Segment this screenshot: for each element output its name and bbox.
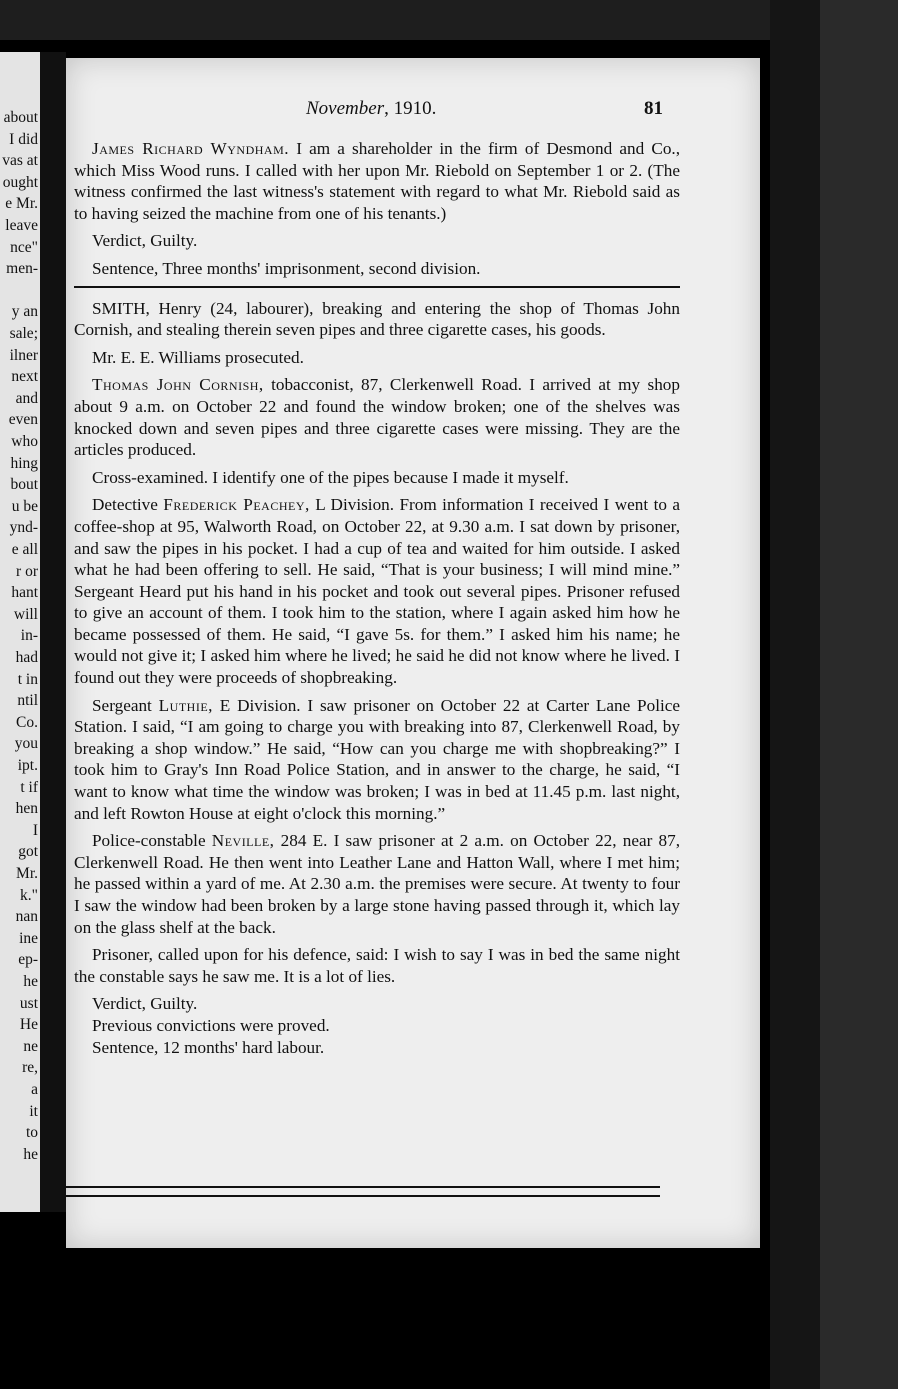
facing-page-text-fragment: I [32, 821, 38, 839]
case-heading: SMITH, Henry (24, labourer), breaking and entering the shop of Thomas John Cornish, and stealing therein seven pipes and three cigarette cases, his goods. [74, 298, 680, 340]
facing-page-text-fragment: ought [2, 173, 38, 191]
prosecutor-line: Mr. E. E. Williams prosecuted. [92, 347, 304, 367]
facing-page-text-fragment: who [11, 433, 38, 450]
facing-page-text-fragment: to [25, 1124, 38, 1142]
facing-page-text-fragment: even [8, 411, 38, 429]
facing-page-text-fragment: He [19, 1016, 38, 1034]
facing-page-text-fragment: men- [6, 260, 38, 278]
facing-page-text-fragment: you [14, 735, 38, 753]
facing-page-text-fragment: ep- [18, 951, 38, 969]
witness-name: Thomas John Cornish, [92, 375, 264, 395]
facing-page-text-fragment: leave [5, 217, 38, 234]
scan-background-far-right [820, 0, 898, 1389]
facing-page-text-fragment: had [15, 649, 38, 666]
facing-page-text-fragment: a [31, 1081, 38, 1098]
facing-page-text-fragment: nan [15, 908, 38, 926]
facing-page-text-fragment: next [11, 368, 38, 386]
facing-page-text-fragment: re, [22, 1059, 38, 1077]
case-divider [74, 286, 680, 288]
sentence: Sentence, 12 months' hard labour. [92, 1037, 325, 1057]
facing-page-text-fragment: will [13, 605, 38, 623]
facing-page-text-fragment: k." [20, 886, 38, 904]
page-body [74, 138, 680, 1058]
end-double-rule [56, 1186, 660, 1197]
witness-testimony: Police-constable Neville, 284 E. I saw prisoner at 2 a.m. on October 22, near 87, Clerkenwell Road. He then went into Leather Lane and Hatton Wall, where I met him; he passed within a yard of me. At 2.30 a.m. the premises were secure. At twenty to four I saw the window had been broken by a large stone having passed through it, which lay on the glass shelf at the back. [74, 831, 680, 937]
witness-name: Frederick Peachey, [163, 495, 310, 515]
facing-page-text-fragment: nce" [10, 238, 38, 256]
cross-examination: Cross-examined. I identify one of the pipes because I made it myself. [92, 467, 569, 487]
facing-page-text-fragment: r or [16, 562, 38, 580]
facing-page-text-fragment: u be [11, 497, 38, 515]
witness-testimony: James Richard Wyndham. I am a shareholder in the firm of Desmond and Co., which Miss Wood runs. I called with her upon Mr. Riebold on September 1 or 2. (The witness confirmed the last witness's statement with regard to what Mr. Riebold said as to having seized the machine from one of his tenants.) [74, 139, 681, 223]
facing-page-text-fragment: e Mr. [5, 195, 38, 213]
facing-page-text-fragment: it [29, 1102, 38, 1120]
facing-page-text-fragment: he [23, 973, 38, 990]
facing-page-fragment [0, 52, 40, 1212]
witness-name: Luthie, [158, 695, 213, 715]
witness-testimony: Thomas John Cornish, tobacconist, 87, Clerkenwell Road. I arrived at my shop about 9 a.m. on October 22 and found the window broken; one of the shelves was knocked down and seven pipes and three cigarette cases were missing. They are the articles produced. [74, 375, 680, 460]
facing-page-text-fragment: ilner [9, 346, 38, 364]
facing-page-text-fragment: hen [15, 800, 38, 818]
document-page [66, 58, 760, 1248]
witness-name: James Richard Wyndham. [92, 139, 290, 158]
facing-page-text-fragment: ntil [17, 692, 38, 710]
facing-page-text-fragment: Mr. [16, 865, 38, 882]
facing-page-text-fragment: ust [19, 994, 38, 1012]
facing-page-text-fragment: e all [11, 541, 38, 558]
facing-page-text-fragment: ynd- [9, 519, 38, 537]
facing-page-text-fragment: ine [19, 929, 38, 947]
facing-page-text-fragment: in- [20, 627, 38, 645]
facing-page-text-fragment: sale; [9, 325, 38, 342]
facing-page-text-fragment: t in [17, 670, 38, 688]
verdict: Verdict, Guilty. [92, 231, 198, 251]
sentence: Sentence, Three months' imprisonment, second division. [92, 258, 481, 278]
facing-page-text-fragment: y an [11, 303, 38, 321]
scan-background-top [0, 0, 898, 40]
facing-page-text-fragment: hing [10, 454, 38, 472]
facing-page-text-fragment: got [18, 843, 38, 861]
defence-statement: Prisoner, called upon for his defence, said: I wish to say I was in bed the same night the constable says he saw me. It is a lot of lies. [74, 945, 680, 986]
facing-page-text-fragment: about [3, 109, 38, 126]
facing-page-text-fragment: ne [23, 1037, 38, 1055]
previous-convictions: Previous convictions were proved. [92, 1015, 330, 1035]
book-gutter [40, 52, 66, 1212]
witness-testimony: Sergeant Luthie, E Division. I saw prisoner on October 22 at Carter Lane Police Station. I said, “I am going to charge you with breaking into 87, Clerkenwell Road, by breaking a shop window.” He said, “How can you charge me with shopbreaking?” I took him to Gray's Inn Road Police Station, and in answer to the charge, he said, “I want to know what time the window was broken; I was in bed at 11.45 p.m. last night, and left Rowton House at eight o'clock this morning.” [74, 695, 680, 823]
facing-page-text-fragment: ipt. [17, 757, 38, 774]
facing-page-text-fragment: Co. [16, 713, 38, 731]
facing-page-text-fragment: and [15, 389, 38, 407]
facing-page-text-fragment: he [23, 1145, 38, 1163]
page-header [66, 98, 760, 126]
witness-name: Neville, [211, 831, 275, 851]
facing-page-text-fragment: bout [10, 476, 38, 494]
facing-page-text-fragment: I did [9, 130, 38, 148]
facing-page-text-fragment: vas at [2, 152, 38, 170]
witness-testimony: Detective Frederick Peachey, L Division. From information I received I went to a coffee-shop at 95, Walworth Road, on October 22, at 9.30 a.m. I sat down by prisoner, and saw the pipes in his pocket. I had a cup of tea and waited for him outside. I asked what he had been offering to sell. He said, “That is your business; I will mind mine.” Sergeant Heard put his hand in his pocket and took out several pipes. Prisoner refused to give an account of them. I took him to the station, where I again asked him how he became possessed of them. He said, “I gave 5s. for them.” I asked him his name; he would not give it; I asked him where he lived; he said he did not know where he lived. I found out they were proceeds of shopbreaking. [74, 495, 680, 688]
page-number: 81 [644, 98, 663, 119]
running-head: November, 1910. [306, 98, 437, 119]
facing-page-text-fragment: hant [11, 584, 38, 602]
verdict: Verdict, Guilty. [92, 994, 198, 1014]
facing-page-text-fragment: t if [20, 778, 38, 796]
